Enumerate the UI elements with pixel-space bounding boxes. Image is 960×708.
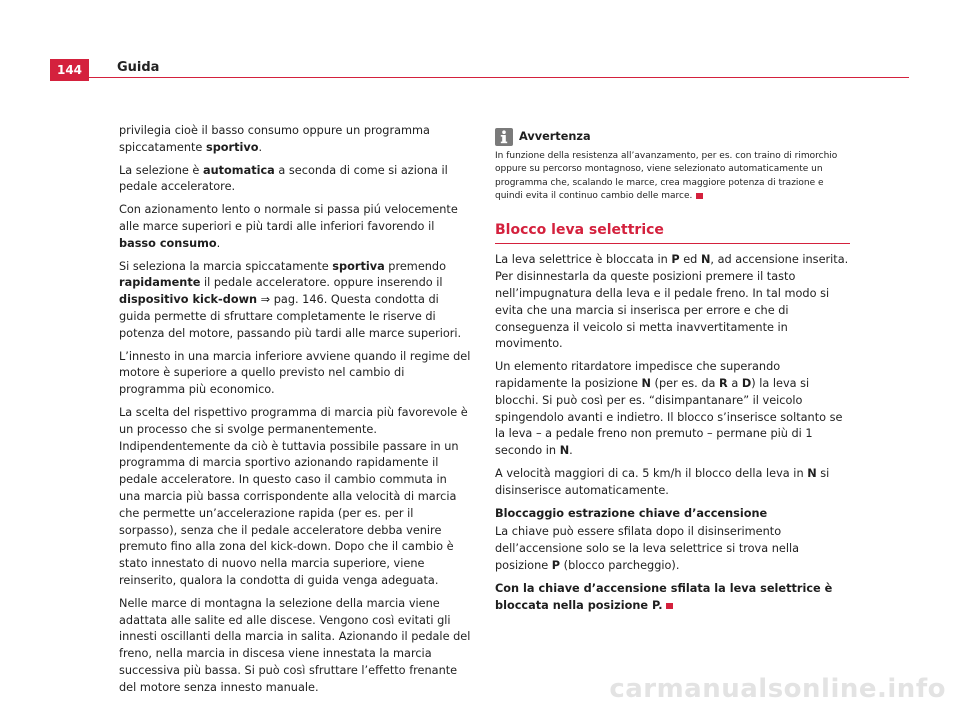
chapter-title: Guida xyxy=(117,60,160,75)
subsection-title: Bloccaggio estrazione chiave d’accensione xyxy=(495,506,768,520)
note-title: Avvertenza xyxy=(519,129,591,143)
paragraph: A velocità maggiori di ca. 5 km/h il blocco della leva in N si disinserisce automaticamente. xyxy=(495,466,830,497)
section-title: Blocco leva selettrice xyxy=(495,222,850,245)
end-marker-icon xyxy=(696,193,703,199)
paragraph: Un elemento ritardatore impedisce che superando rapidamente la posizione N (per es. da R a D) la leva si blocchi. Si può così per es. “disimpantanare” il veicolo spingendolo avanti e indietro. Il blocco s’inserisce soltanto se la leva – a pedale freno non premuto – permane più di 1 secondo in N. xyxy=(495,360,843,458)
paragraph: privilegia cioè il basso consumo oppure un programma spiccatamente sportivo. xyxy=(119,124,430,154)
paragraph: La scelta del rispettivo programma di marcia più favorevole è un processo che si svolge permanentemente. Indipendentemente da ciò è tuttavia possibile passare in un programma di marcia sportivo azionando rapidamente il pedale acceleratore. In questo caso il cambio commuta in una marcia più bassa corrispondente alla velocità di marcia che permette un’accelerazione rapida (per es. per il sorpasso), senza che il pedale acceleratore debba venire premuto fino alla zona del kick-down. Dopo che il cambio è stato innestato di nuovo nella marcia superiore, viene reinserito, qualora la condotta di guida venga adeguata. xyxy=(119,405,468,587)
left-column xyxy=(119,123,471,703)
note-text: In funzione della resistenza all’avanzamento, per es. con traino di rimorchio oppure su percorso montagnoso, viene selezionato automaticamente un programma che, scalando le marce, crea maggiore potenza di trazione e quindi evita il continuo cambio delle marce. xyxy=(495,151,838,202)
header-divider xyxy=(89,77,909,78)
paragraph: La selezione è automatica a seconda di come si aziona il pedale acceleratore. xyxy=(119,163,448,194)
right-column xyxy=(495,128,850,620)
page-number-badge: 144 xyxy=(50,59,89,81)
paragraph: Con azionamento lento o normale si passa piú velocemente alle marce superiori e più tardi alle inferiori favorendo il basso consumo. xyxy=(119,203,458,250)
end-marker-icon xyxy=(666,603,673,609)
watermark: carmanualsonline.info xyxy=(609,674,946,704)
kick-down-link[interactable]: dispositivo kick-down xyxy=(119,293,258,307)
paragraph: Con la chiave d’accensione sfilata la leva selettrice è bloccata nella posizione P. xyxy=(495,581,833,612)
paragraph: La chiave può essere sfilata dopo il disinserimento dell’accensione solo se la leva selettrice si trova nella posizione P (blocco parcheggio). xyxy=(495,525,800,572)
paragraph: La leva selettrice è bloccata in P ed N, ad accensione inserita. Per disinnestarla da queste posizioni premere il tasto nell’impugnatura della leva e il pedale freno. In tal modo si evita che una marcia si inserisca per errore e che di conseguenza il veicolo si metta inavvertitamente in movimento. xyxy=(495,253,849,351)
paragraph: Si seleziona la marcia spiccatamente sportiva premendo rapidamente il pedale acceleratore. oppure inserendo il dispositivo kick-down ⇒ pag. 146. Questa condotta di guida permette di sfruttare completamente le riserve di potenza del motore, passando più tardi alle marce superiori. xyxy=(119,259,462,340)
info-icon xyxy=(495,128,513,146)
paragraph: L’innesto in una marcia inferiore avviene quando il regime del motore è superiore a quello previsto nel cambio di programma più economico. xyxy=(119,349,471,397)
note-header xyxy=(495,128,850,146)
paragraph: Nelle marce di montagna la selezione della marcia viene adattata alle salite ed alle discese. Vengono così evitati gli innesti oscillanti della marcia in salita. Azionando il pedale del freno, nella marcia in discesa viene innestata la marcia successiva più bassa. Si può così sfruttare l’effetto frenante del motore senza innesto manuale. xyxy=(119,596,471,694)
